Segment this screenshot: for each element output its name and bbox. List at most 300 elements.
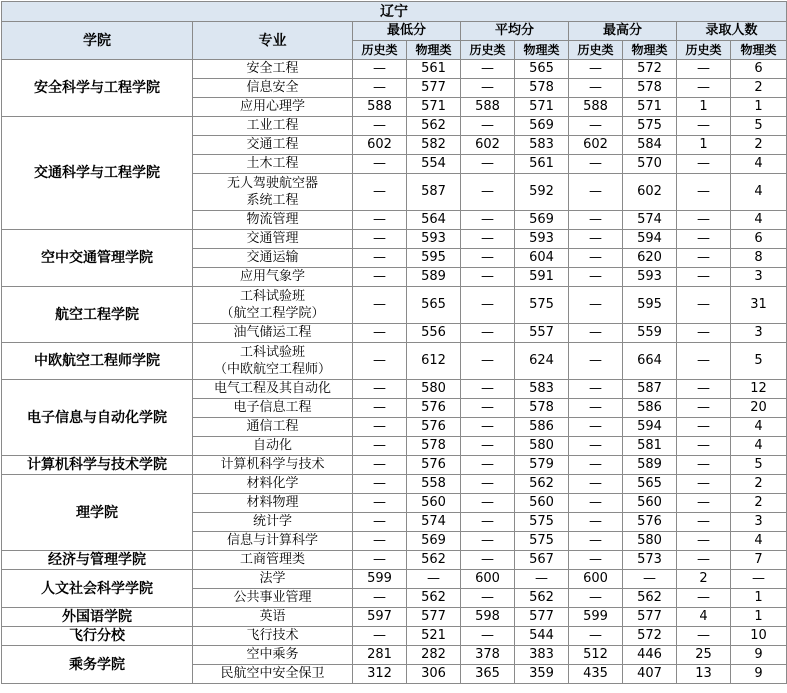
cell-max-physics: 587 [623,380,677,399]
cell-min-history: — [353,532,407,551]
subheader-physics: 物理类 [623,41,677,60]
cell-min-physics: 580 [407,380,461,399]
header-avg-score: 平均分 [461,22,569,41]
major-name: 物流管理 [193,211,353,230]
cell-count-history: — [677,343,731,380]
cell-count-physics: 4 [731,437,787,456]
cell-avg-physics: 624 [515,343,569,380]
college-name: 人文社会科学学院 [2,570,193,608]
cell-avg-history: — [461,211,515,230]
cell-max-history: — [569,513,623,532]
cell-count-history: — [677,249,731,268]
cell-min-physics: 578 [407,437,461,456]
cell-max-history: — [569,437,623,456]
cell-max-physics: 572 [623,60,677,79]
cell-max-history: — [569,287,623,324]
cell-avg-history: — [461,437,515,456]
college-name: 航空工程学院 [2,287,193,343]
cell-count-history: 1 [677,136,731,155]
cell-max-physics: 560 [623,494,677,513]
cell-min-physics: 562 [407,589,461,608]
cell-avg-physics: 593 [515,230,569,249]
cell-max-history: — [569,268,623,287]
cell-min-physics: 582 [407,136,461,155]
college-name: 安全科学与工程学院 [2,60,193,117]
cell-count-history: — [677,268,731,287]
cell-count-history: — [677,551,731,570]
cell-max-history: — [569,475,623,494]
cell-max-physics: 578 [623,79,677,98]
cell-min-physics: 576 [407,456,461,475]
cell-count-history: — [677,399,731,418]
cell-avg-physics: 569 [515,211,569,230]
cell-count-history: — [677,60,731,79]
cell-max-physics: 602 [623,174,677,211]
cell-avg-history: — [461,380,515,399]
cell-count-physics: 5 [731,456,787,475]
cell-count-physics: 3 [731,513,787,532]
cell-count-physics: 2 [731,136,787,155]
cell-min-physics: 306 [407,665,461,684]
cell-min-history: — [353,513,407,532]
college-name: 飞行分校 [2,627,193,646]
cell-min-physics: 577 [407,79,461,98]
cell-max-physics: 594 [623,230,677,249]
cell-avg-physics: — [515,570,569,589]
major-name: 飞行技术 [193,627,353,646]
header-min-score: 最低分 [353,22,461,41]
cell-avg-history: — [461,494,515,513]
cell-count-physics: 6 [731,60,787,79]
college-name: 电子信息与自动化学院 [2,380,193,456]
college-name: 经济与管理学院 [2,551,193,570]
cell-max-physics: 594 [623,418,677,437]
table-row [2,287,787,324]
cell-min-history: — [353,268,407,287]
major-name: 交通管理 [193,230,353,249]
cell-avg-physics: 578 [515,399,569,418]
cell-count-history: — [677,475,731,494]
cell-max-physics: 573 [623,551,677,570]
major-name: 英语 [193,608,353,627]
cell-avg-history: — [461,174,515,211]
cell-avg-physics: 592 [515,174,569,211]
cell-avg-history: — [461,324,515,343]
cell-count-physics: 10 [731,627,787,646]
cell-min-history: — [353,589,407,608]
cell-avg-physics: 562 [515,589,569,608]
cell-min-physics: 576 [407,418,461,437]
cell-count-history: 2 [677,570,731,589]
cell-min-history: — [353,627,407,646]
cell-min-physics: 595 [407,249,461,268]
major-name: 统计学 [193,513,353,532]
cell-count-physics: 1 [731,589,787,608]
table-row [2,646,787,665]
cell-min-history: — [353,418,407,437]
cell-avg-history: — [461,287,515,324]
cell-max-history: — [569,117,623,136]
cell-avg-history: — [461,513,515,532]
cell-count-physics: 1 [731,98,787,117]
cell-count-history: — [677,532,731,551]
major-name: 工商管理类 [193,551,353,570]
cell-max-physics: 565 [623,475,677,494]
cell-avg-physics: 544 [515,627,569,646]
cell-min-history: — [353,456,407,475]
cell-max-physics: 574 [623,211,677,230]
cell-count-physics: 20 [731,399,787,418]
cell-max-history: — [569,551,623,570]
header-major: 专业 [193,22,353,60]
cell-count-physics: 9 [731,665,787,684]
cell-min-history: — [353,60,407,79]
cell-max-physics: 589 [623,456,677,475]
major-name: 电子信息工程 [193,399,353,418]
cell-count-history: 25 [677,646,731,665]
cell-max-physics: 446 [623,646,677,665]
cell-min-history: — [353,117,407,136]
cell-avg-history: — [461,268,515,287]
cell-max-history: — [569,230,623,249]
cell-count-physics: 4 [731,532,787,551]
major-name: 油气储运工程 [193,324,353,343]
cell-max-physics: 595 [623,287,677,324]
cell-count-physics: 2 [731,475,787,494]
cell-min-physics: 593 [407,230,461,249]
cell-count-history: — [677,513,731,532]
cell-max-history: — [569,343,623,380]
cell-max-physics: 580 [623,532,677,551]
cell-max-physics: 570 [623,155,677,174]
college-name: 计算机科学与技术学院 [2,456,193,475]
table-row [2,343,787,380]
admission-score-table [1,1,787,684]
cell-min-history: — [353,230,407,249]
college-name: 空中交通管理学院 [2,230,193,287]
major-name: 公共事业管理 [193,589,353,608]
cell-min-history: 602 [353,136,407,155]
cell-avg-physics: 565 [515,60,569,79]
cell-count-physics: 12 [731,380,787,399]
cell-max-history: — [569,324,623,343]
cell-min-history: — [353,437,407,456]
cell-avg-physics: 579 [515,456,569,475]
major-name: 自动化 [193,437,353,456]
major-name-line: 工科试验班 [239,345,305,360]
cell-avg-physics: 575 [515,513,569,532]
subheader-history: 历史类 [461,41,515,60]
table-row [2,380,787,399]
subheader-physics: 物理类 [731,41,787,60]
cell-min-history: — [353,249,407,268]
cell-min-physics: 571 [407,98,461,117]
cell-min-physics: 589 [407,268,461,287]
cell-avg-physics: 578 [515,79,569,98]
cell-max-physics: 576 [623,513,677,532]
cell-count-history: — [677,155,731,174]
cell-max-physics: 620 [623,249,677,268]
cell-avg-history: 588 [461,98,515,117]
major-name: 材料化学 [193,475,353,494]
major-name-line: （中欧航空工程师） [213,362,331,377]
major-name: 工业工程 [193,117,353,136]
cell-max-history: 599 [569,608,623,627]
cell-avg-physics: 561 [515,155,569,174]
major-name: 交通运输 [193,249,353,268]
major-name [193,287,353,324]
major-name: 信息安全 [193,79,353,98]
table-title: 辽宁 [2,2,787,22]
cell-min-history: 588 [353,98,407,117]
cell-min-physics: 587 [407,174,461,211]
cell-max-history: — [569,589,623,608]
cell-min-physics: 558 [407,475,461,494]
table-row [2,551,787,570]
major-name: 法学 [193,570,353,589]
major-name-line: 无人驾驶航空器 [226,176,318,191]
cell-max-history: — [569,418,623,437]
cell-count-history: — [677,117,731,136]
cell-min-history: — [353,174,407,211]
cell-max-history: — [569,60,623,79]
cell-max-physics: 664 [623,343,677,380]
cell-avg-history: 378 [461,646,515,665]
cell-max-physics: — [623,570,677,589]
major-name: 交通工程 [193,136,353,155]
cell-min-history: — [353,494,407,513]
header-college: 学院 [2,22,193,60]
cell-count-history: — [677,230,731,249]
cell-avg-history: — [461,343,515,380]
cell-count-physics: 2 [731,494,787,513]
cell-count-physics: 3 [731,268,787,287]
cell-count-history: 13 [677,665,731,684]
major-name: 空中乘务 [193,646,353,665]
major-name: 应用气象学 [193,268,353,287]
major-name: 民航空中安全保卫 [193,665,353,684]
major-name [193,343,353,380]
cell-min-physics: 282 [407,646,461,665]
cell-count-physics: 6 [731,230,787,249]
cell-min-history: — [353,380,407,399]
cell-count-physics: 8 [731,249,787,268]
cell-count-physics: 5 [731,117,787,136]
cell-min-physics: — [407,570,461,589]
cell-count-physics: 1 [731,608,787,627]
subheader-history: 历史类 [677,41,731,60]
cell-count-history: 1 [677,98,731,117]
table-row [2,230,787,249]
cell-max-history: 600 [569,570,623,589]
cell-avg-physics: 567 [515,551,569,570]
cell-max-physics: 584 [623,136,677,155]
major-name: 通信工程 [193,418,353,437]
table-row [2,60,787,79]
cell-min-history: — [353,287,407,324]
cell-avg-history: — [461,230,515,249]
major-name: 应用心理学 [193,98,353,117]
cell-min-physics: 569 [407,532,461,551]
table-row [2,475,787,494]
cell-count-physics: — [731,570,787,589]
major-name: 土木工程 [193,155,353,174]
cell-min-history: — [353,324,407,343]
cell-min-physics: 564 [407,211,461,230]
table-row [2,627,787,646]
cell-avg-physics: 586 [515,418,569,437]
cell-avg-history: — [461,589,515,608]
cell-max-physics: 586 [623,399,677,418]
cell-avg-history: 598 [461,608,515,627]
cell-max-physics: 575 [623,117,677,136]
cell-min-physics: 521 [407,627,461,646]
major-name-line: 系统工程 [246,193,299,208]
cell-avg-history: — [461,532,515,551]
cell-max-physics: 562 [623,589,677,608]
cell-avg-history: 602 [461,136,515,155]
subheader-history: 历史类 [353,41,407,60]
cell-min-history: — [353,79,407,98]
cell-avg-history: 365 [461,665,515,684]
cell-max-history: — [569,155,623,174]
major-name-line: 工科试验班 [239,289,305,304]
cell-min-history: — [353,155,407,174]
cell-count-history: 4 [677,608,731,627]
cell-avg-physics: 604 [515,249,569,268]
cell-max-physics: 572 [623,627,677,646]
cell-count-history: — [677,456,731,475]
cell-avg-history: 600 [461,570,515,589]
cell-min-physics: 576 [407,399,461,418]
table-body [2,60,787,684]
cell-max-history: — [569,627,623,646]
cell-avg-physics: 583 [515,136,569,155]
cell-min-physics: 574 [407,513,461,532]
cell-min-history: — [353,399,407,418]
cell-max-history: — [569,211,623,230]
cell-max-physics: 571 [623,98,677,117]
cell-avg-physics: 557 [515,324,569,343]
cell-count-physics: 4 [731,155,787,174]
subheader-physics: 物理类 [407,41,461,60]
major-name [193,174,353,211]
cell-min-physics: 562 [407,551,461,570]
cell-avg-physics: 562 [515,475,569,494]
cell-avg-history: — [461,551,515,570]
cell-count-history: — [677,174,731,211]
cell-count-history: — [677,380,731,399]
table-row [2,570,787,589]
cell-avg-physics: 580 [515,437,569,456]
cell-min-physics: 612 [407,343,461,380]
cell-min-history: — [353,551,407,570]
cell-max-physics: 559 [623,324,677,343]
cell-avg-history: — [461,155,515,174]
cell-avg-physics: 591 [515,268,569,287]
cell-min-physics: 577 [407,608,461,627]
cell-avg-history: — [461,249,515,268]
major-name-line: （航空工程学院） [220,306,325,321]
cell-avg-physics: 583 [515,380,569,399]
cell-count-history: — [677,287,731,324]
cell-count-physics: 4 [731,211,787,230]
cell-max-history: — [569,456,623,475]
major-name: 电气工程及其自动化 [193,380,353,399]
cell-max-physics: 593 [623,268,677,287]
cell-max-history: — [569,399,623,418]
cell-avg-history: — [461,627,515,646]
cell-count-history: — [677,211,731,230]
subheader-history: 历史类 [569,41,623,60]
cell-count-history: — [677,437,731,456]
cell-count-history: — [677,79,731,98]
cell-count-physics: 31 [731,287,787,324]
cell-min-history: 312 [353,665,407,684]
college-name: 外国语学院 [2,608,193,627]
cell-avg-history: — [461,60,515,79]
cell-avg-history: — [461,117,515,136]
cell-max-history: — [569,174,623,211]
cell-min-physics: 561 [407,60,461,79]
cell-avg-physics: 575 [515,532,569,551]
cell-max-physics: 581 [623,437,677,456]
major-name: 计算机科学与技术 [193,456,353,475]
cell-count-physics: 5 [731,343,787,380]
cell-count-physics: 4 [731,174,787,211]
cell-min-physics: 565 [407,287,461,324]
table-row [2,608,787,627]
cell-count-history: — [677,494,731,513]
cell-max-history: 435 [569,665,623,684]
college-name: 乘务学院 [2,646,193,684]
cell-max-history: 588 [569,98,623,117]
cell-max-history: — [569,249,623,268]
cell-max-history: — [569,380,623,399]
college-name: 理学院 [2,475,193,551]
cell-max-history: 602 [569,136,623,155]
cell-min-history: 281 [353,646,407,665]
cell-count-physics: 3 [731,324,787,343]
cell-avg-history: — [461,79,515,98]
header-admitted-count: 录取人数 [677,22,787,41]
cell-count-history: — [677,418,731,437]
cell-avg-physics: 575 [515,287,569,324]
cell-avg-history: — [461,456,515,475]
cell-min-history: — [353,211,407,230]
college-name: 中欧航空工程师学院 [2,343,193,380]
major-name: 信息与计算科学 [193,532,353,551]
cell-max-physics: 577 [623,608,677,627]
cell-avg-history: — [461,475,515,494]
cell-avg-physics: 577 [515,608,569,627]
cell-count-physics: 9 [731,646,787,665]
cell-max-history: — [569,532,623,551]
cell-min-history: 599 [353,570,407,589]
cell-count-physics: 4 [731,418,787,437]
table-row [2,456,787,475]
table-row [2,117,787,136]
cell-count-history: — [677,627,731,646]
cell-min-history: — [353,475,407,494]
cell-avg-physics: 560 [515,494,569,513]
subheader-physics: 物理类 [515,41,569,60]
header-max-score: 最高分 [569,22,677,41]
cell-min-history: 597 [353,608,407,627]
cell-avg-physics: 571 [515,98,569,117]
cell-min-history: — [353,343,407,380]
cell-avg-history: — [461,399,515,418]
